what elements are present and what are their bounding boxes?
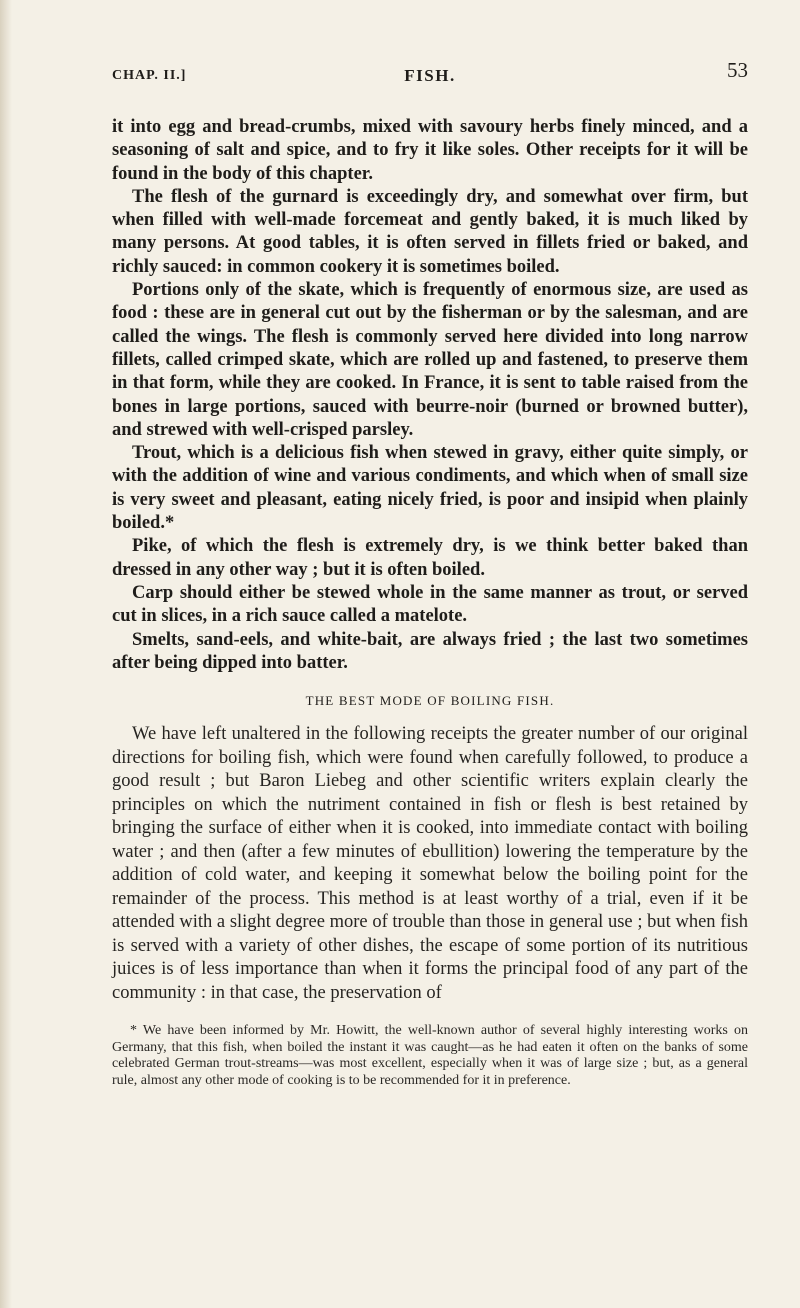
- running-head: [112, 58, 748, 98]
- paragraph-skate: Portions only of the skate, which is frequently of enormous size, are used as food : these are in general cut out by the fisherman or by the salesman, and are called the wings. The flesh is commonly served here divided into long narrow fillets, called crimped skate, which are rolled up and fastened, to preserve them in that form, while they are cooked. In France, it is sent to table raised from the bones in large portions, sauced with beurre-noir (burned or browned butter), and strewed with well-crisped parsley.: [112, 280, 748, 440]
- chapter-label: CHAP. II.]: [112, 68, 187, 83]
- paragraph-gurnard: The flesh of the gurnard is exceedingly dry, and somewhat over firm, but when filled with well-made forcemeat and gently baked, it is much liked by many persons. At good tables, it is often served in fillets fried or baked, and richly sauced: in common cookery it is sometimes boiled.: [112, 186, 748, 277]
- paragraph-trout: Trout, which is a delicious fish when stewed in gravy, either quite simply, or with the addition of wine and various condiments, and which when of small size is very sweet and pleasant, eating nicely fried, is poor and insipid when plainly boiled.*: [112, 443, 748, 534]
- page-edge-shadow: [0, 0, 12, 1308]
- paragraph-egg-crumbs: it into egg and bread-crumbs, mixed with savoury herbs finely minced, and a seasoning of salt and spice, and to fry it like soles. Other receipts for it will be found in the body of this chapter.: [112, 117, 748, 184]
- paragraph-boiling-method: We have left unaltered in the following receipts the greater number of our original directions for boiling fish, which were found when carefully followed, to produce a good result ; but Baron Liebeg and other scientific writers explain clearly the principles on which the nutriment contained in fish or flesh is best retained by bringing the surface of either when it is cooked, into immediate contact with boiling water ; and then (after a few minutes of ebullition) lowering the temperature by the addition of cold water, and keeping it somewhat below the boiling point for the remainder of the process. This method is at least worthy of a trial, even if it be attended with a slight degree more of trouble than those in general use ; but when fish is served with a variety of other dishes, the escape of some portion of its nutritious juices is of less importance than when it forms the principal food of any part of the community : in that case, the preservation of: [112, 724, 748, 1003]
- main-text: [112, 116, 748, 675]
- paragraph-pike: Pike, of which the flesh is extremely dry, is we think better baked than dressed in any other way ; but it is often boiled.: [112, 536, 748, 580]
- section-body: [112, 723, 748, 1005]
- book-page: [112, 58, 748, 1089]
- page-number: 53: [727, 58, 748, 82]
- running-title: FISH.: [404, 66, 456, 85]
- paragraph-carp: Carp should either be stewed whole in the same manner as trout, or served cut in slices, in a rich sauce called a matelote.: [112, 582, 748, 627]
- section-heading: THE BEST MODE OF BOILING FISH.: [305, 693, 555, 709]
- paragraph-smelts: Smelts, sand-eels, and white-bait, are always fried ; the last two sometimes after being dipped into batter.: [112, 629, 748, 673]
- footnote: * We have been informed by Mr. Howitt, the well-known author of several highly interesting works on Germany, that this fish, when boiled the instant it was caught—as he had eaten it often on the banks of some celebrated German trout-streams—was most excellent, especially when it was of large size ; but, as a general rule, almost any other mode of cooking is to be recommended for it in preference.: [112, 1023, 748, 1088]
